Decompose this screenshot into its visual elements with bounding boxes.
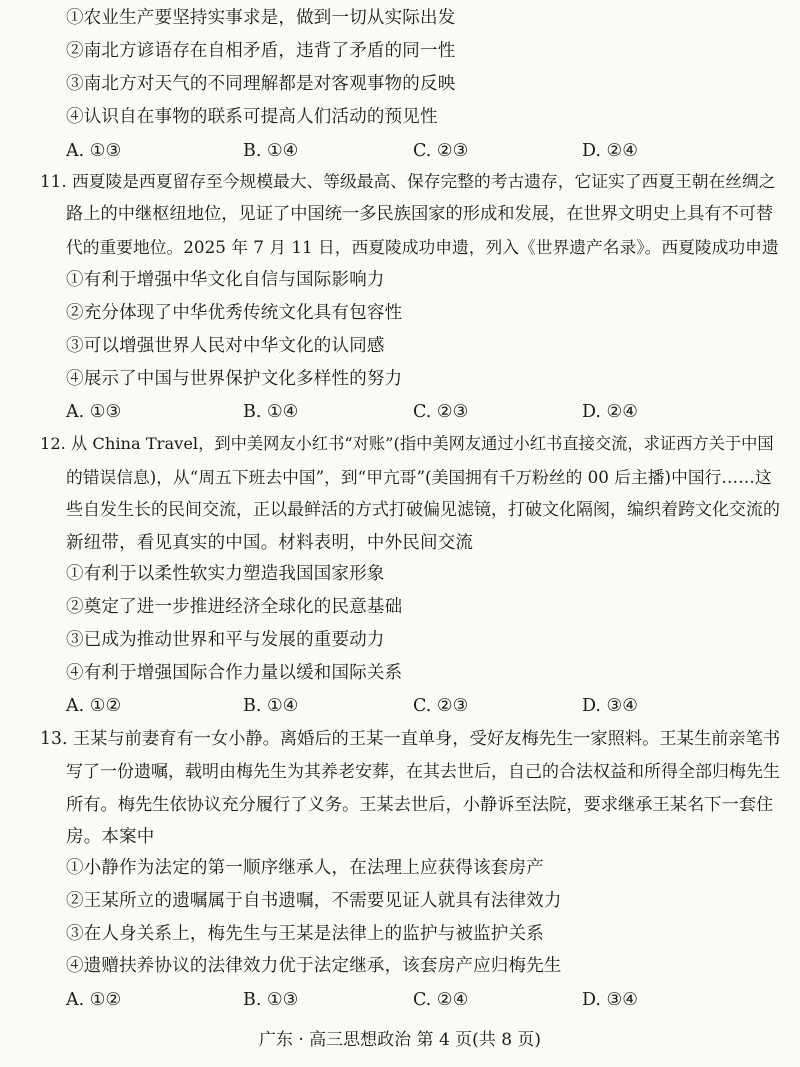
q12-option-b: B. ①④ <box>243 696 299 716</box>
q10-item-2: ②南北方谚语存在自相矛盾，违背了矛盾的同一性 <box>66 41 456 61</box>
q11-option-d: D. ②④ <box>582 402 638 422</box>
q11-item-3: ③可以增强世界人民对中华文化的认同感 <box>66 336 385 356</box>
q12-item-3: ③已成为推动世界和平与发展的重要动力 <box>66 630 385 650</box>
q12-stem-line-4: 新纽带，看见真实的中国。材料表明，中外民间交流 <box>66 533 474 553</box>
q11-stem-line-2: 路上的中继枢纽地位，见证了中国统一多民族国家的形成和发展，在世界文明史上具有不可替 <box>66 204 774 224</box>
q13-option-b: B. ①③ <box>243 990 299 1010</box>
q11-option-a: A. ①③ <box>66 402 122 422</box>
q12-option-c: C. ②③ <box>413 696 469 716</box>
q11-stem-line-1: 11. 西夏陵是西夏留存至今规模最大、等级最高、保存完整的考古遗存，它证实了西夏王朝在丝绸之 <box>40 171 776 191</box>
q13-item-2: ②王某所立的遗嘱属于自书遗嘱，不需要见证人就具有法律效力 <box>66 891 562 911</box>
q13-item-3: ③在人身关系上，梅先生与王某是法律上的监护与被监护关系 <box>66 924 544 944</box>
page-footer: 广东 · 高三思想政治 第 4 页(共 8 页) <box>258 1030 542 1050</box>
q12-item-1: ①有利于以柔性软实力塑造我国国家形象 <box>66 564 385 584</box>
q13-option-a: A. ①② <box>66 990 122 1010</box>
q12-option-d: D. ③④ <box>582 696 638 716</box>
q11-option-c: C. ②③ <box>413 402 469 422</box>
q10-item-3: ③南北方对天气的不同理解都是对客观事物的反映 <box>66 74 456 94</box>
q11-option-b: B. ①④ <box>243 402 299 422</box>
q12-stem-line-1: 12. 从 China Travel，到中美网友小红书“对账”(指中美网友通过小红书直接交流，求证西方关于中国 <box>40 434 774 453</box>
q11-item-1: ①有利于增强中华文化自信与国际影响力 <box>66 270 385 290</box>
q10-item-4: ④认识自在事物的联系可提高人们活动的预见性 <box>66 107 438 127</box>
q10-item-1: ①农业生产要坚持实事求是，做到一切从实际出发 <box>66 8 456 28</box>
q13-option-d: D. ③④ <box>582 990 638 1010</box>
q12-stem-line-3: 些自发生长的民间交流，正以最鲜活的方式打破偏见滤镜，打破文化隔阂，编织着跨文化交流的 <box>66 500 780 520</box>
q12-option-a: A. ①② <box>66 696 122 716</box>
q13-stem-line-3: 所有。梅先生依协议充分履行了义务。王某去世后，小静诉至法院，要求继承王某名下一套住 <box>66 795 774 815</box>
q13-item-4: ④遗赠扶养协议的法律效力优于法定继承，该套房产应归梅先生 <box>66 956 562 976</box>
q13-stem-line-2: 写了一份遗嘱，载明由梅先生为其养老安葬，在其去世后，自己的合法权益和所得全部归梅先生 <box>66 762 780 782</box>
q13-item-1: ①小静作为法定的第一顺序继承人，在法理上应获得该套房产 <box>66 858 544 878</box>
q10-option-a: A. ①③ <box>66 141 122 161</box>
q11-item-4: ④展示了中国与世界保护文化多样性的努力 <box>66 369 403 389</box>
q10-option-c: C. ②③ <box>413 141 469 161</box>
q11-item-2: ②充分体现了中华优秀传统文化具有包容性 <box>66 303 403 323</box>
q13-stem-line-1: 13. 王某与前妻育有一女小静。离婚后的王某一直单身，受好友梅先生一家照料。王某生前亲笔书 <box>40 729 781 749</box>
q11-stem-line-3: 代的重要地位。2025 年 7 月 11 日，西夏陵成功申遗，列入《世界遗产名录》。西夏陵成功申遗 <box>66 237 779 257</box>
q12-item-2: ②奠定了进一步推进经济全球化的民意基础 <box>66 597 403 617</box>
q12-stem-line-2: 的错误信息)，从“周五下班去中国”，到“甲亢哥”(美国拥有千万粉丝的 00 后主播)中国行……这 <box>66 467 772 487</box>
q10-option-b: B. ①④ <box>243 141 299 161</box>
q13-option-c: C. ②④ <box>413 990 469 1010</box>
q12-item-4: ④有利于增强国际合作力量以缓和国际关系 <box>66 663 403 683</box>
q13-stem-line-4: 房。本案中 <box>66 827 155 847</box>
q10-option-d: D. ②④ <box>582 141 638 161</box>
